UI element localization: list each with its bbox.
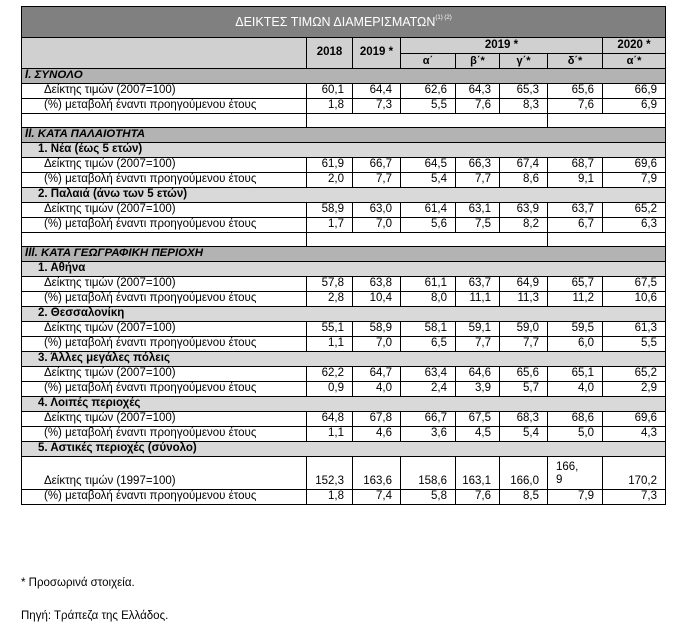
value-cell: 61,3 xyxy=(603,322,666,337)
table-row xyxy=(22,337,666,352)
value-cell: 2,0 xyxy=(307,173,353,188)
value-cell: 67,5 xyxy=(456,412,500,427)
value-cell: 63,9 xyxy=(500,203,548,218)
value-cell: 61,9 xyxy=(307,158,353,173)
value-cell: 7,6 xyxy=(456,99,500,114)
value-cell: 7,7 xyxy=(456,173,500,188)
value-cell: 8,3 xyxy=(500,99,548,114)
value-cell: 63,7 xyxy=(548,203,603,218)
table-row xyxy=(22,412,666,427)
header-2019-quarters: 2019 * xyxy=(401,38,603,54)
row-label: (%) μεταβολή έναντι προηγούμενου έτους xyxy=(22,337,307,352)
value-cell: 57,8 xyxy=(307,277,353,292)
value-cell: 55,1 xyxy=(307,322,353,337)
row-label: Δείκτης τιμών (2007=100) xyxy=(22,84,307,99)
section-title: II. ΚΑΤΑ ΠΑΛΑΙΟΤΗΤΑ xyxy=(22,128,666,143)
value-cell: 9,1 xyxy=(548,173,603,188)
table-row xyxy=(22,367,666,382)
value-cell: 7,9 xyxy=(548,490,603,505)
table-row xyxy=(22,490,666,505)
value-cell: 163,6 xyxy=(353,457,401,490)
value-cell: 3,9 xyxy=(456,382,500,397)
value-cell: 59,1 xyxy=(456,322,500,337)
value-cell: 2,4 xyxy=(401,382,456,397)
source-note: Πηγή: Τράπεζα της Ελλάδος. xyxy=(21,610,169,622)
value-cell: 66,7 xyxy=(401,412,456,427)
row-label: Δείκτης τιμών (2007=100) xyxy=(22,158,307,173)
header-q3: γ΄* xyxy=(500,54,548,69)
value-cell: 5,6 xyxy=(401,218,456,233)
value-cell: 7,9 xyxy=(603,173,666,188)
value-cell: 58,1 xyxy=(401,322,456,337)
value-cell: 4,0 xyxy=(353,382,401,397)
group-title: 1. Νέα (έως 5 ετών) xyxy=(22,143,666,158)
value-cell: 64,7 xyxy=(353,367,401,382)
value-cell: 63,1 xyxy=(456,203,500,218)
value-cell: 166,0 xyxy=(500,457,548,490)
value-cell: 1,7 xyxy=(307,218,353,233)
value-cell: 68,3 xyxy=(500,412,548,427)
value-cell: 7,0 xyxy=(353,218,401,233)
header-q1: α΄ xyxy=(401,54,456,69)
value-cell: 66,7 xyxy=(353,158,401,173)
value-cell: 7,3 xyxy=(353,99,401,114)
value-cell: 7,6 xyxy=(548,99,603,114)
price-index-table xyxy=(21,6,666,505)
value-cell: 10,6 xyxy=(603,292,666,307)
row-label: (%) μεταβολή έναντι προηγούμενου έτους xyxy=(22,292,307,307)
value-cell: 59,5 xyxy=(548,322,603,337)
value-cell: 6,0 xyxy=(548,337,603,352)
value-cell: 5,4 xyxy=(500,427,548,442)
value-cell: 61,1 xyxy=(401,277,456,292)
value-cell: 1,1 xyxy=(307,427,353,442)
value-cell: 1,8 xyxy=(307,490,353,505)
header-2019: 2019 * xyxy=(353,38,401,69)
value-cell: 7,7 xyxy=(500,337,548,352)
value-cell: 0,9 xyxy=(307,382,353,397)
value-cell: 65,6 xyxy=(500,367,548,382)
table-row xyxy=(22,173,666,188)
value-cell: 67,8 xyxy=(353,412,401,427)
value-cell: 5,8 xyxy=(401,490,456,505)
table-row xyxy=(22,427,666,442)
value-cell: 64,5 xyxy=(401,158,456,173)
row-label: Δείκτης τιμών (2007=100) xyxy=(22,277,307,292)
value-cell: 170,2 xyxy=(603,457,666,490)
table-row xyxy=(22,203,666,218)
section-title: III. ΚΑΤΑ ΓΕΩΓΡΑΦΙΚΗ ΠΕΡΙΟΧΗ xyxy=(22,247,666,262)
value-cell: 63,8 xyxy=(353,277,401,292)
value-cell: 11,2 xyxy=(548,292,603,307)
value-cell: 7,5 xyxy=(456,218,500,233)
header-q4: δ΄* xyxy=(548,54,603,69)
table-row xyxy=(22,292,666,307)
value-cell: 8,0 xyxy=(401,292,456,307)
value-cell: 7,7 xyxy=(353,173,401,188)
value-cell: 60,1 xyxy=(307,84,353,99)
table-row xyxy=(22,457,666,490)
value-cell: 63,7 xyxy=(456,277,500,292)
value-cell: 6,7 xyxy=(548,218,603,233)
value-cell: 4,5 xyxy=(456,427,500,442)
table-row xyxy=(22,158,666,173)
group-title: 5. Αστικές περιοχές (σύνολο) xyxy=(22,442,666,457)
group-title: 2. Θεσσαλονίκη xyxy=(22,307,666,322)
row-label: Δείκτης τιμών (2007=100) xyxy=(22,322,307,337)
value-cell: 65,2 xyxy=(603,367,666,382)
header-q2: β΄* xyxy=(456,54,500,69)
header-2018: 2018 xyxy=(307,38,353,69)
value-cell: 67,4 xyxy=(500,158,548,173)
value-cell: 2,9 xyxy=(603,382,666,397)
value-cell: 6,3 xyxy=(603,218,666,233)
value-cell: 163,1 xyxy=(456,457,500,490)
section-title: I. ΣΥΝΟΛΟ xyxy=(22,69,666,84)
table-row xyxy=(22,99,666,114)
value-cell: 66,3 xyxy=(456,158,500,173)
value-cell: 2,8 xyxy=(307,292,353,307)
value-cell: 5,5 xyxy=(603,337,666,352)
value-cell: 65,6 xyxy=(548,84,603,99)
value-cell: 65,1 xyxy=(548,367,603,382)
value-cell: 10,4 xyxy=(353,292,401,307)
value-cell: 8,5 xyxy=(500,490,548,505)
value-cell: 7,3 xyxy=(603,490,666,505)
value-cell: 58,9 xyxy=(307,203,353,218)
row-label: Δείκτης τιμών (2007=100) xyxy=(22,412,307,427)
row-label: Δείκτης τιμών (2007=100) xyxy=(22,203,307,218)
value-cell: 152,3 xyxy=(307,457,353,490)
value-cell: 7,7 xyxy=(456,337,500,352)
row-label: (%) μεταβολή έναντι προηγούμενου έτους xyxy=(22,218,307,233)
value-cell: 65,3 xyxy=(500,84,548,99)
row-label: (%) μεταβολή έναντι προηγούμενου έτους xyxy=(22,427,307,442)
value-cell: 64,3 xyxy=(456,84,500,99)
value-cell: 4,3 xyxy=(603,427,666,442)
row-label: (%) μεταβολή έναντι προηγούμενου έτους xyxy=(22,490,307,505)
value-cell: 4,6 xyxy=(353,427,401,442)
value-cell: 64,4 xyxy=(353,84,401,99)
value-cell: 64,8 xyxy=(307,412,353,427)
value-cell: 69,6 xyxy=(603,158,666,173)
header-2020-q1: α΄* xyxy=(603,54,666,69)
value-cell: 58,9 xyxy=(353,322,401,337)
table-row xyxy=(22,218,666,233)
row-label: Δείκτης τιμών (2007=100) xyxy=(22,367,307,382)
value-cell: 68,6 xyxy=(548,412,603,427)
value-cell: 6,5 xyxy=(401,337,456,352)
title-note: (1) (2) xyxy=(435,14,452,21)
value-cell: 3,6 xyxy=(401,427,456,442)
value-cell: 63,0 xyxy=(353,203,401,218)
table-row xyxy=(22,382,666,397)
value-cell: 5,4 xyxy=(401,173,456,188)
value-cell: 5,0 xyxy=(548,427,603,442)
group-title: 1. Αθήνα xyxy=(22,262,666,277)
row-label: (%) μεταβολή έναντι προηγούμενου έτους xyxy=(22,382,307,397)
value-cell: 11,1 xyxy=(456,292,500,307)
group-title: 4. Λοιπές περιοχές xyxy=(22,397,666,412)
value-cell: 166, 9 xyxy=(548,457,603,490)
value-cell: 8,2 xyxy=(500,218,548,233)
value-cell: 6,9 xyxy=(603,99,666,114)
value-cell: 65,2 xyxy=(603,203,666,218)
value-cell: 62,2 xyxy=(307,367,353,382)
value-cell: 68,7 xyxy=(548,158,603,173)
value-cell: 1,8 xyxy=(307,99,353,114)
value-cell: 7,4 xyxy=(353,490,401,505)
value-cell: 7,0 xyxy=(353,337,401,352)
value-cell: 67,5 xyxy=(603,277,666,292)
value-cell: 59,0 xyxy=(500,322,548,337)
table-row xyxy=(22,84,666,99)
row-label: (%) μεταβολή έναντι προηγούμενου έτους xyxy=(22,99,307,114)
value-cell: 61,4 xyxy=(401,203,456,218)
row-label: Δείκτης τιμών (1997=100) xyxy=(22,457,307,490)
value-cell: 11,3 xyxy=(500,292,548,307)
row-label: (%) μεταβολή έναντι προηγούμενου έτους xyxy=(22,173,307,188)
footnote: * Προσωρινά στοιχεία. xyxy=(21,577,135,589)
value-cell: 62,6 xyxy=(401,84,456,99)
value-cell: 65,7 xyxy=(548,277,603,292)
table-row xyxy=(22,322,666,337)
header-2020: 2020 * xyxy=(603,38,666,54)
value-cell: 66,9 xyxy=(603,84,666,99)
value-cell: 158,6 xyxy=(401,457,456,490)
value-cell: 63,4 xyxy=(401,367,456,382)
value-cell: 5,7 xyxy=(500,382,548,397)
value-cell: 4,0 xyxy=(548,382,603,397)
value-cell: 64,9 xyxy=(500,277,548,292)
group-title: 3. Άλλες μεγάλες πόλεις xyxy=(22,352,666,367)
header-blank xyxy=(22,38,307,69)
value-cell: 64,6 xyxy=(456,367,500,382)
table-title: ΔΕΙΚΤΕΣ ΤΙΜΩΝ $\Delta IAMEPI\Sigma MAT\Omega N^{(1) (2)}$ xyxy=(22,7,666,38)
value-cell: 69,6 xyxy=(603,412,666,427)
value-cell: 1,1 xyxy=(307,337,353,352)
table-row xyxy=(22,277,666,292)
value-cell: 7,6 xyxy=(456,490,500,505)
group-title: 2. Παλαιά (άνω των 5 ετών) xyxy=(22,188,666,203)
value-cell: 8,6 xyxy=(500,173,548,188)
value-cell: 5,5 xyxy=(401,99,456,114)
